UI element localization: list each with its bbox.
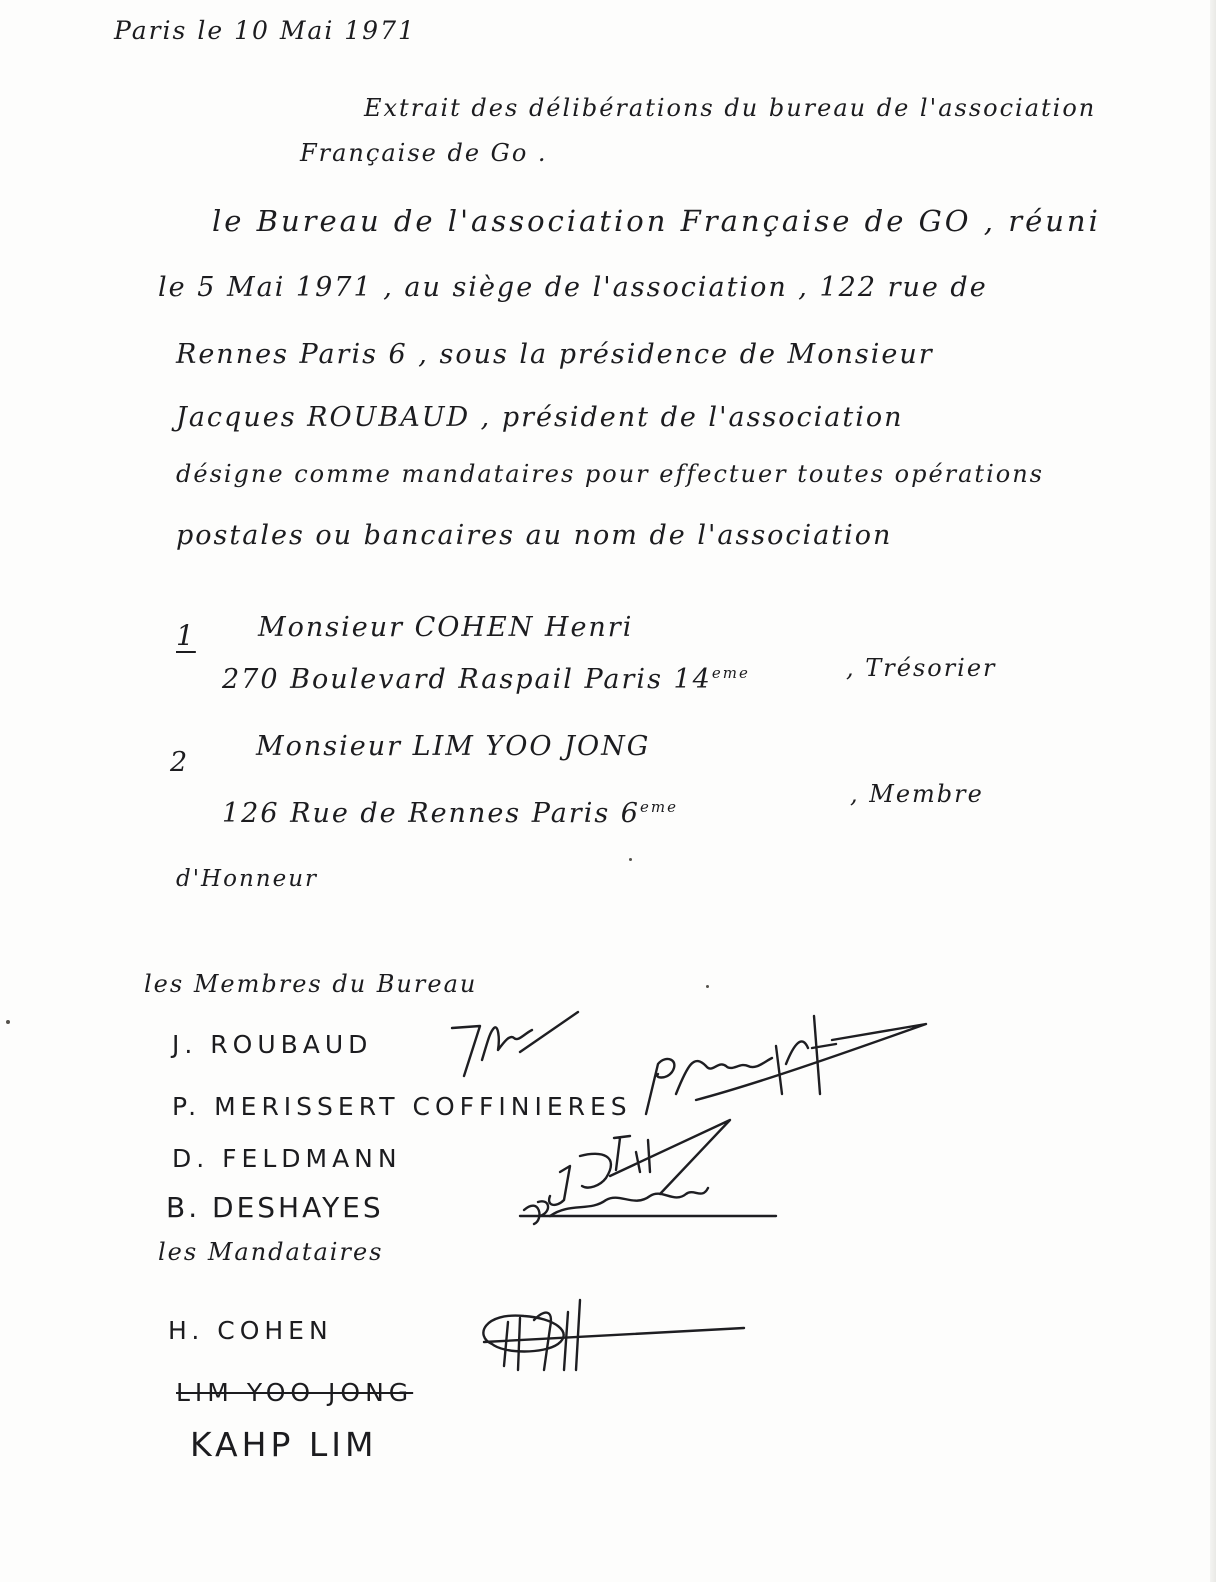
date-line: Paris le 10 Mai 1971 [114,16,416,45]
heading-line-1: Extrait des délibérations du bureau de l'association [364,94,1097,122]
mandatary-number-1: 1 [176,619,196,652]
replacement-name-kahp-lim: KAHP LIM [190,1425,378,1464]
signature-roubaud [440,1004,590,1084]
member-name-roubaud: J. ROUBAUD [172,1030,373,1059]
scan-speck [6,1020,10,1024]
struck-name-lim-yoo-jong: LIM YOO JONG [176,1378,414,1407]
member-name-merissert: P. MERISSERT COFFINIERES [172,1092,632,1121]
mandatary-number-2: 2 [170,747,190,778]
mandatary-1-address-main: 270 Boulevard Raspail Paris 14 [222,664,712,695]
mandatary-1-role: , Trésorier [846,654,997,682]
scan-speck [706,985,709,988]
body-line-4: Jacques ROUBAUD , président de l'association [176,402,904,433]
mandatary-2-name-line: Monsieur LIM YOO JONG [256,731,651,762]
mandatary-1-address-sup: eme [711,664,750,682]
mandataries-heading: les Mandataires [158,1238,384,1266]
members-heading: les Membres du Bureau [144,970,478,998]
mandatary-signer-cohen: H. COHEN [168,1316,333,1345]
member-name-deshayes: B. DESHAYES [166,1191,384,1224]
body-line-6: postales ou bancaires au nom de l'association [176,520,893,551]
signature-cohen [464,1292,754,1382]
mandatary-1-name-line: Monsieur COHEN Henri [258,612,634,643]
mandatary-2-address-main: 126 Rue de Rennes Paris 6 [222,798,640,829]
mandatary-2-address-sup: eme [639,798,678,816]
body-line-5: désigne comme mandataires pour effectuer toutes opérations [176,460,1044,488]
scan-speck [629,858,632,861]
mandatary-2-address [222,800,678,827]
body-line-2: le 5 Mai 1971 , au siège de l'association , 122 rue de [158,272,988,303]
mandatary-2-role-line-2: d'Honneur [176,866,318,892]
body-line-3: Rennes Paris 6 , sous la présidence de Monsieur [176,339,934,370]
mandatary-1-address [222,666,750,693]
signature-feldmann-deshayes [510,1116,790,1236]
signature-merissert-coffinieres [636,1004,936,1124]
heading-line-2: Française de Go . [300,139,548,167]
mandatary-2-role: , Membre [850,780,984,808]
body-line-1: le Bureau de l'association Française de GO , réuni [212,204,1101,238]
member-name-feldmann: D. FELDMANN [172,1144,402,1173]
